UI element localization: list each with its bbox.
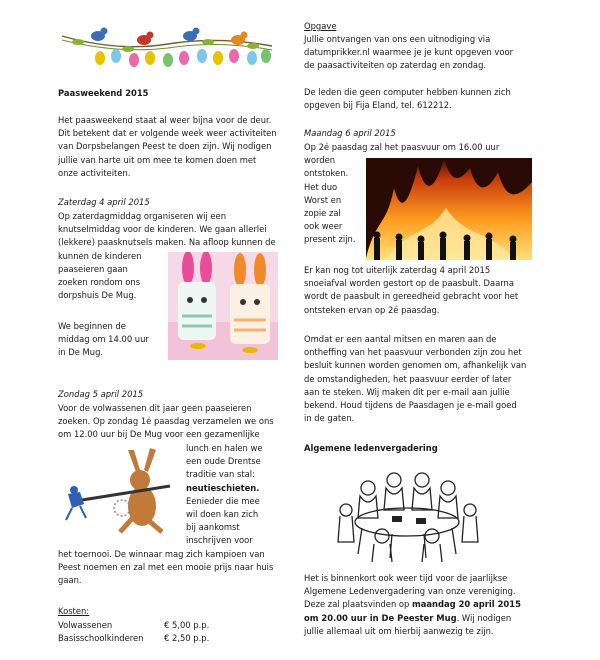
intro-paragraph: Het paasweekend staat al weer bijna voor de deur. Dit betekent dat er volgende week weer activiteiten van Dorpsbelangen Peest te doen zijn. Wij nodigen jullie van harte uit om mee te komen doen met onze activiteiten.: [58, 115, 277, 178]
costs-table: [58, 619, 209, 645]
opgave-heading: Opgave: [304, 21, 337, 31]
sunday-paragraph: Voor de volwassenen dit jaar geen paaseieren zoeken. Op zondag 1é paasdag verzamelen we ons om 12.00 uur bij De Mug voor een gezamenlijke: [58, 403, 274, 440]
sunday-end-paragraph: het toernooi. De winnaar mag zich kampioen van Peest noemen en zal met een mooie prijs naar huis gaan.: [58, 549, 274, 586]
bunny-craft-photo: [168, 252, 278, 360]
costs-heading: Kosten:: [58, 606, 90, 616]
sunday-narrow-paragraph: lunch en halen we een oude Drentse traditie van stal: neutieschieten. Eenieder die mee wil doen kan zich bij aankomst inschrijven voor: [186, 443, 263, 546]
ontheffing-paragraph: Omdat er een aantal mitsen en maren aan de ontheffing van het paasvuur verbonden zijn zou het besluit kunnen worden genomen om, afhankelijk van de omstandigheden, het paasvuur eerder of later aan te steken. Wij maken dit per e-mail aan jullie bekend. Houd tijdens de Paasdagen je e-mail goed in de gaten.: [304, 334, 527, 424]
easter-hare-shooting-image: [62, 446, 180, 534]
saturday-heading: Zaterdag 4 april 2015: [58, 197, 150, 207]
saturday-paragraph: Op zaterdagmiddag organiseren wij een knutselmiddag voor de kinderen. We gaan allerlei (lekkere) paasknutsels maken. Na afloop kunnen de kunnen de kinderen paaseieren gaan zoeken rondom ons dorpshuis De Mug.: [58, 211, 276, 301]
monday-heading: Maandag 6 april 2015: [304, 128, 396, 138]
computer-paragraph: De leden die geen computer hebben kunnen zich opgeven bij Fija Eland, tel. 612212.: [304, 87, 511, 111]
snoeiafval-paragraph: Er kan nog tot uiterlijk zaterdag 4 april 2015 snoeiafval worden gestort op de paasbult. Daarna wordt de paasbult in gereedheid gebracht voor het ontsteken ervan op 2é paasdag.: [304, 265, 519, 315]
costs-row: Volwassenen € 5,00 p.p.: [58, 620, 210, 630]
easter-garland-image: [58, 18, 276, 70]
easter-fire-photo: [366, 158, 532, 260]
costs-row: Basisschoolkinderen € 2,50 p.p.: [58, 633, 210, 643]
alv-paragraph: Het is binnenkort ook weer tijd voor de jaarlijkse Algemene Ledenvergadering van onze vereniging. Deze zal plaatsvinden op maandag 20 april 2015 om 20.00 uur in De Peester Mug. Wij nodigen jullie allemaal uit om hierbij aanwezig te zijn.: [304, 573, 521, 636]
saturday-time-paragraph: We beginnen de middag om 14.00 uur in De Mug.: [58, 321, 149, 358]
alv-heading: Algemene ledenvergadering: [304, 443, 438, 453]
sunday-heading: Zondag 5 april 2015: [58, 389, 144, 399]
opgave-paragraph: Jullie ontvangen van ons een uitnodiging via datumprikker.nl waarmee je je kunt opgeven voor de paasactiviteiten op zaterdag en zondag.: [304, 34, 514, 71]
article-title: Paasweekend 2015: [58, 88, 149, 98]
monday-paragraph: Op 2é paasdag zal het paasvuur om 16.00 uur worden ontstoken. Het duo Worst en zopie zal ook weer present zijn.: [304, 142, 500, 245]
meeting-drawing: [332, 458, 482, 564]
